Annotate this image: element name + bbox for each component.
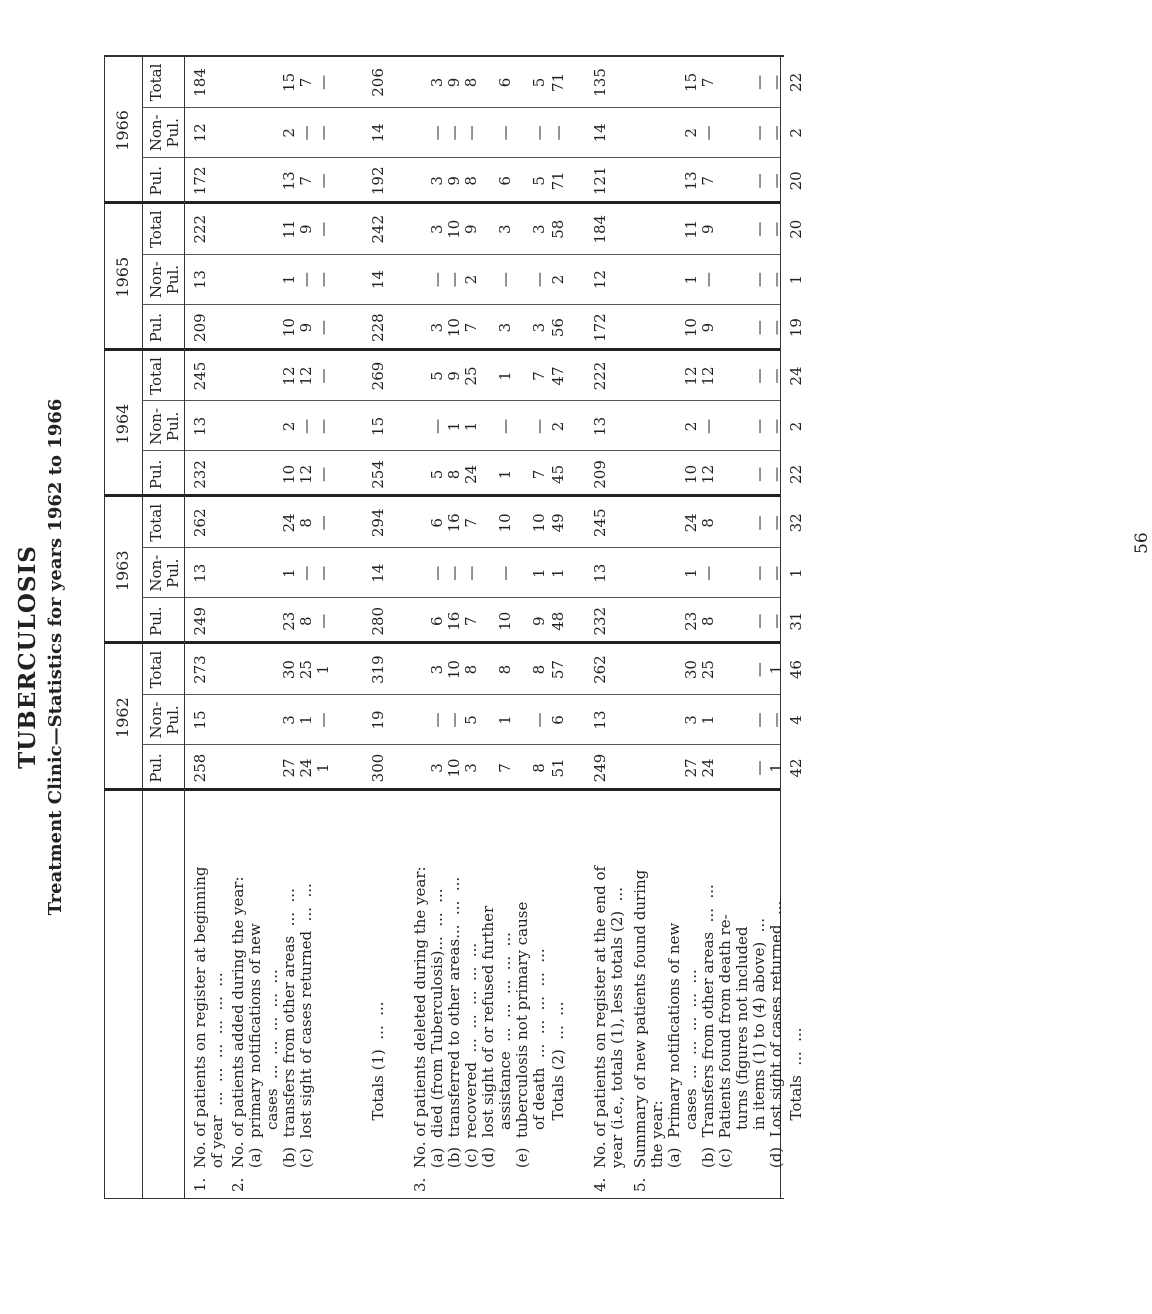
- row-label: Totals (2) ... ...: [549, 1001, 567, 1192]
- table-cell: 1: [787, 274, 805, 285]
- column-header: Total: [147, 210, 165, 249]
- table-cell: 242: [369, 214, 387, 244]
- table-cell: — 1 1 — —: [428, 418, 548, 434]
- table-cell: 209: [191, 313, 209, 342]
- table-cell: 24: [787, 366, 805, 386]
- column-header: Non- Pul.: [147, 701, 182, 739]
- table-cell: 57: [549, 660, 567, 680]
- table-cell: 1 — —: [280, 272, 332, 288]
- page-title: TUBERCULOSIS: [14, 545, 41, 769]
- table-cell: 45: [549, 464, 567, 484]
- table-cell: 49: [549, 513, 567, 533]
- table-cell: 3 10 8 8 8: [428, 660, 548, 680]
- column-header: Total: [147, 503, 165, 542]
- table-cell: 2 — —: [280, 418, 332, 434]
- table-cell: 31: [787, 611, 805, 631]
- table-cell: 3 10 7 3 3: [428, 318, 548, 338]
- table-cell: 20: [787, 219, 805, 239]
- year-header: 1964: [113, 403, 132, 445]
- table-cell: 10 12 — —: [682, 464, 785, 484]
- table-cell: 15: [191, 710, 209, 730]
- table-cell: 13: [591, 416, 609, 436]
- column-header: Pul.: [147, 459, 165, 490]
- table-cell: 6: [549, 715, 567, 725]
- table-cell: 11 9 —: [280, 219, 332, 239]
- table-cell: 5 9 25 1 7: [428, 366, 548, 386]
- table-cell: 2: [549, 274, 567, 285]
- statistics-table: [104, 55, 805, 1199]
- row-label: 3. No. of patients deleted during the year: (a) died (from Tuberculosis)... ... ... (b) transferred to other areas... ... ... (c) recovered ... ... ... ... ... (d) lost sight of or refused further assistance ... ... ... ... ... (e) tuberculosis not primary cause of death ... ... ... ... ...: [411, 866, 548, 1192]
- table-cell: 13: [591, 710, 609, 730]
- table-top-rule: [104, 57, 105, 1198]
- table-cell: 2: [787, 421, 805, 432]
- page-number: 56: [1132, 532, 1152, 554]
- table-cell: 280: [369, 606, 387, 636]
- table-cell: 5 8 24 1 7: [428, 464, 548, 484]
- table-cell: 20: [787, 171, 805, 191]
- table-cell: 249: [591, 753, 609, 783]
- table-cell: — — — — 1: [428, 565, 548, 581]
- table-cell: 46: [787, 660, 805, 680]
- table-cell: 58: [549, 219, 567, 239]
- column-header: Pul.: [147, 606, 165, 636]
- table-cell: 13 7 — —: [682, 171, 785, 191]
- table-cell: 1 — — —: [682, 272, 785, 288]
- table-cell: 15 7 —: [280, 72, 332, 92]
- table-cell: 42: [787, 758, 805, 778]
- table-cell: 11 9 — —: [682, 219, 785, 239]
- table-cell: 262: [591, 655, 609, 684]
- column-header: Total: [147, 63, 165, 102]
- year-header: 1962: [113, 697, 132, 738]
- column-header: Pul.: [147, 166, 165, 196]
- table-cell: 13: [191, 270, 209, 290]
- table-cell: 4: [787, 715, 805, 725]
- table-cell: 6 16 7 10 10: [428, 513, 548, 533]
- table-cell: 27 24 — 1: [682, 758, 785, 778]
- table-cell: 56: [549, 318, 567, 338]
- column-header: Non- Pul.: [147, 261, 182, 299]
- column-header-rule: [184, 57, 185, 1198]
- table-cell: 294: [369, 508, 387, 538]
- table-cell: 1: [549, 568, 567, 578]
- table-cell: 249: [191, 606, 209, 636]
- table-cell: 24 8 —: [280, 513, 332, 533]
- year-header: 1966: [113, 110, 132, 151]
- row-label: 2. No. of patients added during the year: (a) primary notifications of new cases ... ... ... ... ... (b) transfers from other areas ... ... (c) lost sight of cases returned ... ...: [229, 876, 315, 1192]
- table-cell: 6 16 7 10 9: [428, 611, 548, 631]
- column-header: Non- Pul.: [147, 407, 182, 445]
- table-cell: 184: [591, 214, 609, 244]
- table-cell: 184: [191, 68, 209, 97]
- column-header: Total: [147, 650, 165, 689]
- row-label: Totals (1) ... ...: [369, 1001, 387, 1192]
- table-cell: 254: [369, 460, 387, 489]
- table-cell: 23 8 —: [280, 611, 332, 631]
- table-cell: 12: [591, 270, 609, 290]
- table-cell: 121: [591, 166, 609, 196]
- table-cell: 30 25 — 1: [682, 660, 785, 680]
- table-cell: 13: [191, 563, 209, 583]
- table-cell: 222: [191, 214, 209, 244]
- table-cell: 206: [369, 68, 387, 97]
- table-cell: 172: [191, 166, 209, 196]
- table-cell: 14: [369, 563, 387, 583]
- table-cell: 273: [191, 655, 209, 684]
- table-cell: 47: [549, 366, 567, 386]
- table-cell: 14: [369, 123, 387, 143]
- column-header: Pul.: [147, 753, 165, 783]
- table-cell: 300: [369, 753, 387, 783]
- row-label: 5. Summary of new patients found during the year: (a) Primary notifications of new cases ... ... ... ... ... (b) Transfers from other areas ... ... (c) Patients found from death re- turns (figures not included in items (1) to (4) above) ... (d) Lost sight of cases returned ...: [631, 869, 785, 1192]
- table-cell: 228: [369, 313, 387, 342]
- table-cell: 32: [787, 513, 805, 533]
- year-header: 1963: [113, 550, 132, 592]
- table-cell: 22: [787, 72, 805, 92]
- table-cell: 3 9 8 6 5: [428, 77, 548, 88]
- page-subtitle: Treatment Clinic—Statistics for years 1962 to 1966: [45, 398, 66, 916]
- table-cell: 192: [369, 166, 387, 196]
- year-header: 1965: [113, 256, 132, 298]
- table-cell: 319: [369, 655, 387, 684]
- table-cell: 27 24 1: [280, 758, 332, 778]
- column-header: Total: [147, 357, 165, 395]
- table-cell: 19: [787, 318, 805, 338]
- table-cell: 269: [369, 361, 387, 391]
- table-cell: 12: [191, 123, 209, 143]
- table-cell: 15: [369, 416, 387, 436]
- table-cell: 30 25 1: [280, 660, 332, 680]
- table-cell: 245: [591, 508, 609, 538]
- table-cell: 51: [549, 758, 567, 778]
- table-cell: 71: [549, 72, 567, 92]
- table-cell: 10 9 —: [280, 318, 332, 338]
- table-cell: 48: [549, 611, 567, 631]
- table-cell: — — 5 1 —: [428, 712, 548, 728]
- table-cell: 12 12 — —: [682, 366, 785, 386]
- table-cell: 209: [591, 460, 609, 489]
- table-cell: 15 7 — —: [682, 72, 785, 92]
- table-cell: —: [549, 125, 567, 141]
- table-cell: 13 7 —: [280, 171, 332, 191]
- table-cell: 3 9 8 6 5: [428, 176, 548, 186]
- table-cell: — — 2 — —: [428, 272, 548, 288]
- table-cell: 14: [591, 123, 609, 143]
- column-header: Pul.: [147, 312, 165, 343]
- column-header: Non- Pul.: [147, 114, 182, 152]
- table-cell: 245: [191, 361, 209, 391]
- table-cell: — — — — —: [428, 125, 548, 141]
- table-cell: 23 8 — —: [682, 611, 785, 631]
- row-label: 1. No. of patients on register at beginning of year ... ... ... ... ... ...: [191, 866, 226, 1192]
- table-cell: 2 — — —: [682, 125, 785, 141]
- table-cell: 2 — — —: [682, 418, 785, 434]
- table-cell: 1 — —: [280, 565, 332, 581]
- table-cell: 19: [369, 710, 387, 730]
- table-cell: 172: [591, 313, 609, 342]
- table-cell: 10 9 — —: [682, 318, 785, 338]
- table-cell: 13: [591, 563, 609, 583]
- table-cell: 3 10 9 3 3: [428, 219, 548, 239]
- table-cell: 24 8 — —: [682, 513, 785, 533]
- table-cell: 135: [591, 68, 609, 97]
- column-header: Non- Pul.: [147, 554, 182, 592]
- table-cell: 71: [549, 171, 567, 191]
- table-cell: 2: [787, 128, 805, 138]
- table-cell: 232: [591, 606, 609, 636]
- table-cell: 3 1 —: [280, 712, 332, 728]
- row-label: 4. No. of patients on register at the end of year (i.e., totals (1), less totals (2) ...: [591, 865, 626, 1192]
- table-cell: 2 — —: [280, 125, 332, 141]
- table-cell: 10 12 —: [280, 464, 332, 484]
- table-cell: 3 10 3 7 8: [428, 758, 548, 778]
- table-cell: 2: [549, 421, 567, 432]
- table-cell: 22: [787, 464, 805, 484]
- table-cell: 232: [191, 460, 209, 489]
- table-cell: 258: [191, 753, 209, 783]
- table-cell: 1 — — —: [682, 565, 785, 581]
- row-label: Totals ... ...: [787, 1027, 805, 1192]
- table-cell: 262: [191, 508, 209, 538]
- table-cell: 222: [591, 361, 609, 391]
- table-cell: 12 12 —: [280, 366, 332, 386]
- table-cell: 14: [369, 270, 387, 290]
- year-header-rule: [142, 57, 143, 1198]
- table-cell: 13: [191, 416, 209, 436]
- table-cell: 1: [787, 568, 805, 578]
- table-cell: 3 1 — —: [682, 712, 785, 728]
